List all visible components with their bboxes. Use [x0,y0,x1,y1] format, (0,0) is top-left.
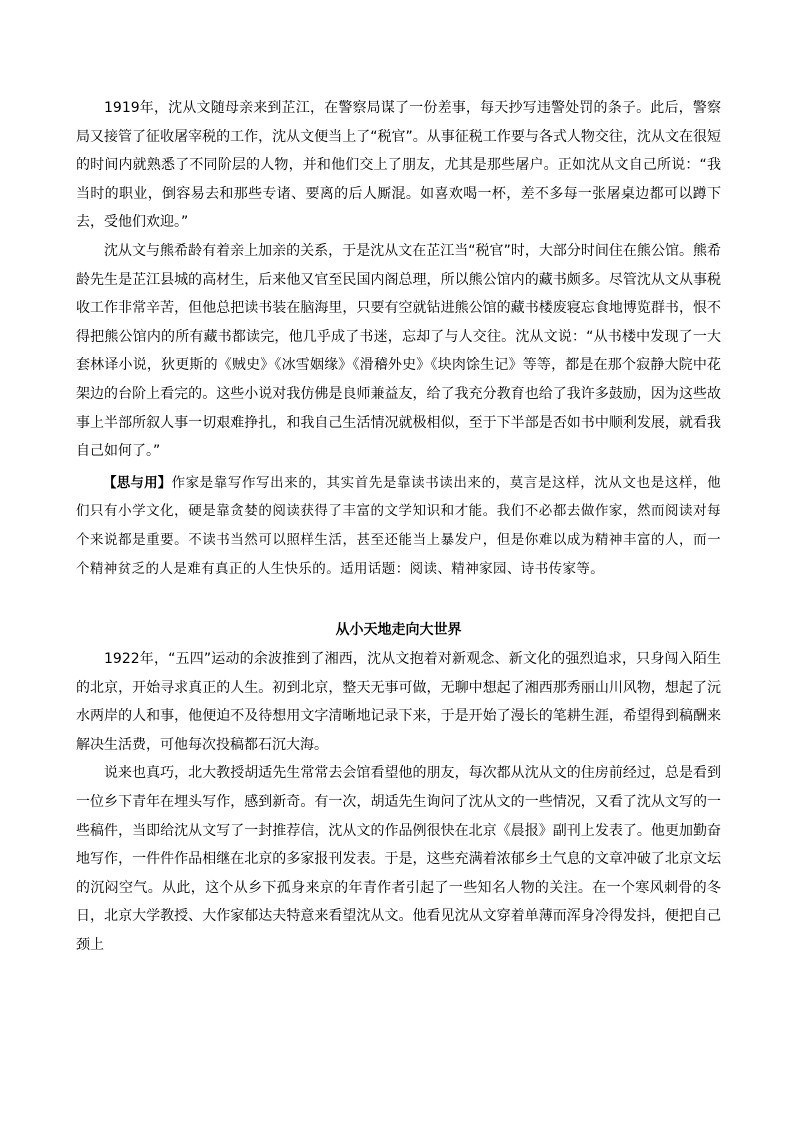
think-and-use-text: 作家是靠写作写出来的，其实首先是靠读书读出来的，莫言是这样，沈从文也是这样，他们只有小学文化，硬是靠贪婪的阅读获得了丰富的文学知识和才能。我们不必都去做作家，然而阅读对每个来说都是重要。不读书当然可以照样生活，甚至还能当上暴发户，但是你难以成为精神丰富的人，而一个精神贫乏的人是难有真正的人生快乐的。适用话题：阅读、精神家园、诗书传家等。 [76,474,721,577]
paragraph-xiong-library: 沈从文与熊希龄有着亲上加亲的关系，于是沈从文在芷江当“税官”时，大部分时间住在熊公馆。熊希龄先生是芷江县城的高材生，后来他又官至民国内阁总理，所以熊公馆内的藏书颇多。尽管沈从文从事税收工作非常辛苦，但他总把读书装在脑海里，只要有空就钻进熊公馆的藏书楼废寝忘食地博览群书，恨不得把熊公馆内的所有藏书都读完，他几乎成了书迷，忘却了与人交往。沈从文说：“从书楼中发现了一大套林译小说，狄更斯的《贼史》《冰雪姻缘》《滑稽外史》《块肉馀生记》等等，都是在那个寂静大院中花架边的台阶上看完的。这些小说对我仿佛是良师兼益友，给了我充分教育也给了我许多鼓励，因为这些故事上半部所叙人事一切艰难挣扎，和我自己生活情况就极相似，至于下半部是否如书中顺利发展，就看我自己如何了。” [76,242,721,460]
document-body [76,94,721,960]
section-title: 从小天地走向大世界 [335,622,462,639]
think-and-use-tag: 【思与用】 [103,474,172,491]
paragraph-1919-zhijiang: 1919年，沈从文随母亲来到芷江，在警察局谋了一份差事，每天抄写违警处罚的条子。此后，警察局又接管了征收屠宰税的工作，沈从文便当上了“税官”。从事征税工作要与各式人物交往，沈从文在很短的时间内就熟悉了不同阶层的人物，并和他们交上了朋友，尤其是那些屠户。正如沈从文自己所说：“我当时的职业，倒容易去和那些专诸、要离的后人厮混。如喜欢喝一杯，差不多每一张屠桌边都可以蹲下去，受他们欢迎。” [76,100,721,231]
paragraph-hu-shi: 说来也真巧，北大教授胡适先生常常去会馆看望他的朋友，每次都从沈从文的住房前经过，总是看到一位乡下青年在埋头写作，感到新奇。有一次，胡适先生询问了沈从文的一些情况，又看了沈从文写的一些稿件，当即给沈从文写了一封推荐信，沈从文的作品例很快在北京《晨报》副刊上发表了。他更加勤奋地写作，一件件作品相继在北京的多家报刊发表。于是，这些充满着浓郁乡土气息的文章冲破了北京文坛的沉闷空气。从此，这个从乡下孤身来京的年青作者引起了一些知名人物的关注。在一个寒风刺骨的冬日，北京大学教授、大作家郁达夫特意来看望沈从文。他看见沈从文穿着单薄而浑身冷得发抖，便把自己颈上 [76,765,721,954]
think-and-use-block [76,469,721,583]
paragraph-1922-beijing: 1922年，“五四”运动的余波推到了湘西，沈从文抱着对新观念、新文化的强烈追求，只身闯入陌生的北京，开始寻求真正的人生。初到北京，整天无事可做，无聊中想起了湘西那秀丽山川风物，想起了沅水两岸的人和事，他便迫不及待想用文字清晰地记录下来，于是开始了漫长的笔耕生涯，希望得到稿酬来解决生活费，可他每次投稿都石沉大海。 [76,651,721,753]
